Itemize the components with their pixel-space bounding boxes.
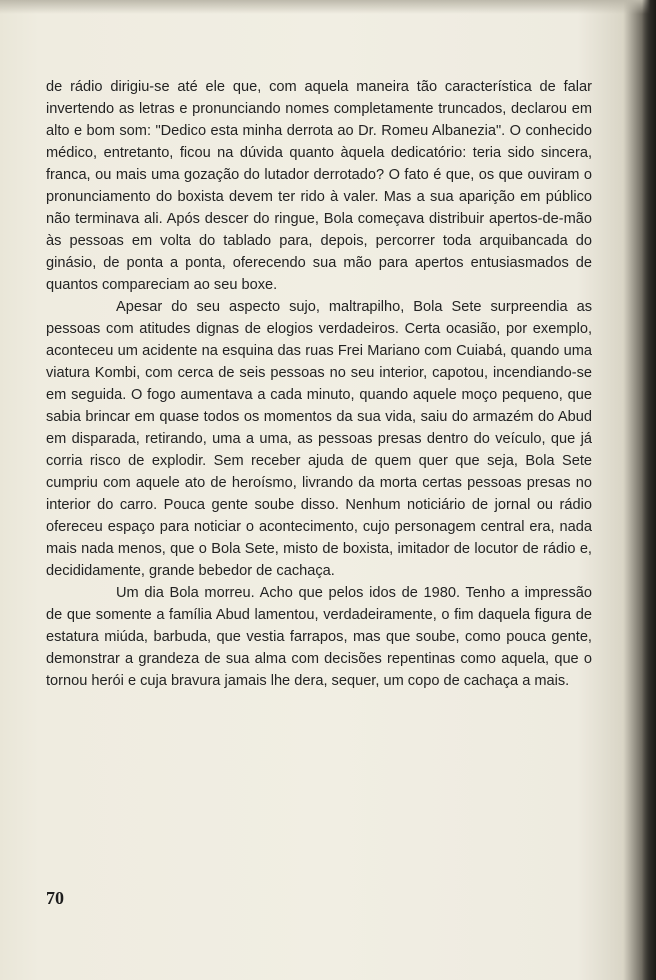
body-text [46,76,592,692]
page-number: 70 [46,888,64,908]
paragraph-3: Um dia Bola morreu. Acho que pelos idos de 1980. Tenho a impressão de que somente a família Abud lamentou, verdadeiramente, o fim daquela figura de estatura miúda, barbuda, que vestia farrapos, mas que soube, como pouca gente, demonstrar a grandeza de sua alma com decisões repentinas como aquela, que o tornou herói e cuja bravura jamais lhe dera, sequer, um copo de cachaça a mais. [46,585,592,689]
paragraph-1: de rádio dirigiu-se até ele que, com aquela maneira tão característica de falar invertendo as letras e pronunciando nomes completamente truncados, declarou em alto e bom som: "Dedico esta minha derrota ao Dr. Romeu Albanezia". O conhecido médico, entretanto, ficou na dúvida quanto àquela dedicatório: teria sido sincera, franca, ou mais uma gozação do lutador derrotado? O fato é que, os que ouviram o pronunciamento do boxista devem ter rido à valer. Mas a sua aparição em público não terminava ali. Após descer do ringue, Bola começava distribuir apertos-de-mão às pessoas em volta do tablado para, depois, percorrer toda arquibancada do ginásio, de ponta a ponta, oferecendo sua mão para apertos entusiasmados de quantos compareciam ao seu boxe. [46,79,592,293]
paragraph-2: Apesar do seu aspecto sujo, maltrapilho, Bola Sete surpreendia as pessoas com atitudes dignas de elogios verdadeiros. Certa ocasião, por exemplo, aconteceu um acidente na esquina das ruas Frei Mariano com Cuiabá, quando uma viatura Kombi, com cerca de seis pessoas no seu interior, capotou, incendiando-se em seguida. O fogo aumentava a cada minuto, quando aquele moço pequeno, que sabia brincar em quase todos os momentos da sua vida, saiu do armazém do Abud em disparada, retirando, uma a uma, as pessoas presas dentro do veículo, que já corria risco de explodir. Sem receber ajuda de quem quer que seja, Bola Sete cumpriu com aquele ato de heroísmo, livrando da morta certas pessoas presas no interior do carro. Pouca gente soube disso. Nenhum noticiário de jornal ou rádio ofereceu espaço para noticiar o acontecimento, cujo personagem central era, nada mais nada menos, que o Bola Sete, misto de boxista, imitador de locutor de rádio e, decididamente, grande bebedor de cachaça. [46,299,592,579]
